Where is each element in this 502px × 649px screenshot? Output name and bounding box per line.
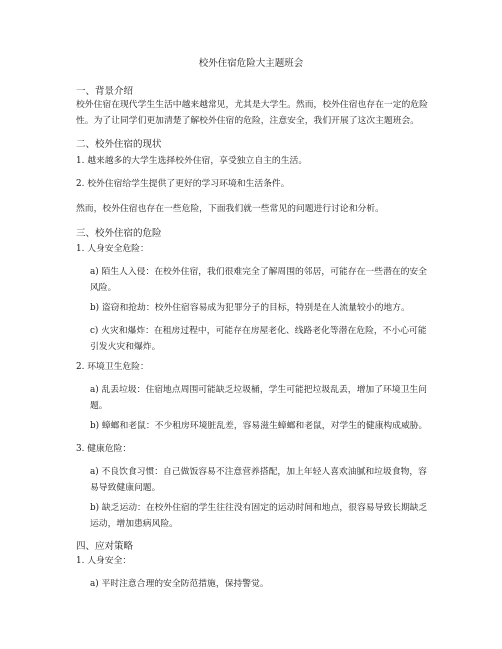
paragraph-background: 校外住宿在现代学生生活中越来越常见，尤其是大学生。然而，校外住宿也存在一定的危险性。为了让同学们更加清楚了解校外住宿的危险，注意安全，我们开展了这次主题班会。 xyxy=(76,100,428,126)
subheading-personal-safety: 1. 人身安全： xyxy=(76,556,132,566)
section-heading-background: 一、背景介绍 xyxy=(76,86,134,97)
list-item: a) 平时注意合理的安全防范措施，保持警觉。 xyxy=(90,579,269,589)
list-item: b) 蟑螂和老鼠：不少租房环境脏乱差，容易滋生蟑螂和老鼠，对学生的健康构成威胁。 xyxy=(90,421,428,431)
subheading-health: 3. 健康危险： xyxy=(76,444,132,454)
section-heading-strategies: 四、应对策略 xyxy=(76,541,134,552)
section-heading-dangers: 三、校外住宿的危险 xyxy=(76,228,162,239)
document-title: 校外住宿危险大主题班会 xyxy=(198,58,304,69)
list-item: b) 盗窃和抢劫：校外住宿容易成为犯罪分子的目标，特别是在人流量较小的地方。 xyxy=(90,303,410,313)
subheading-personal-safety: 1. 人身安全危险： xyxy=(76,244,149,254)
list-item: a) 陌生人入侵：在校外住宿，我们很难完全了解周围的邻居，可能存在一些潜在的安全风险。 xyxy=(90,267,427,293)
paragraph-status: 然而，校外住宿也存在一些危险，下面我们就一些常见的问题进行讨论和分析。 xyxy=(76,204,384,214)
subheading-environment: 2. 环境卫生危险： xyxy=(76,362,149,372)
list-item: c) 火灾和爆炸：在租房过程中，可能存在房屋老化、线路老化等潜在危险，不小心可能引发火灾和爆炸。 xyxy=(90,326,427,352)
list-item: a) 不良饮食习惯：自己做饭容易不注意营养搭配，加上年轻人喜欢油腻和垃圾食物，容易导致健康问题。 xyxy=(90,467,427,493)
list-item: 1. 越来越多的大学生选择校外住宿，享受独立自主的生活。 xyxy=(76,156,308,166)
section-heading-status: 二、校外住宿的现状 xyxy=(76,139,162,150)
list-item: b) 缺乏运动：在校外住宿的学生往往没有固定的运动时间和地点，很容易导致长期缺乏运动，增加患病风险。 xyxy=(90,503,428,529)
list-item: a) 乱丢垃圾：住宿地点周围可能缺乏垃圾桶，学生可能把垃圾乱丢，增加了环境卫生问题。 xyxy=(90,385,427,411)
list-item: 2. 校外住宿给学生提供了更好的学习环境和生活条件。 xyxy=(76,179,290,189)
